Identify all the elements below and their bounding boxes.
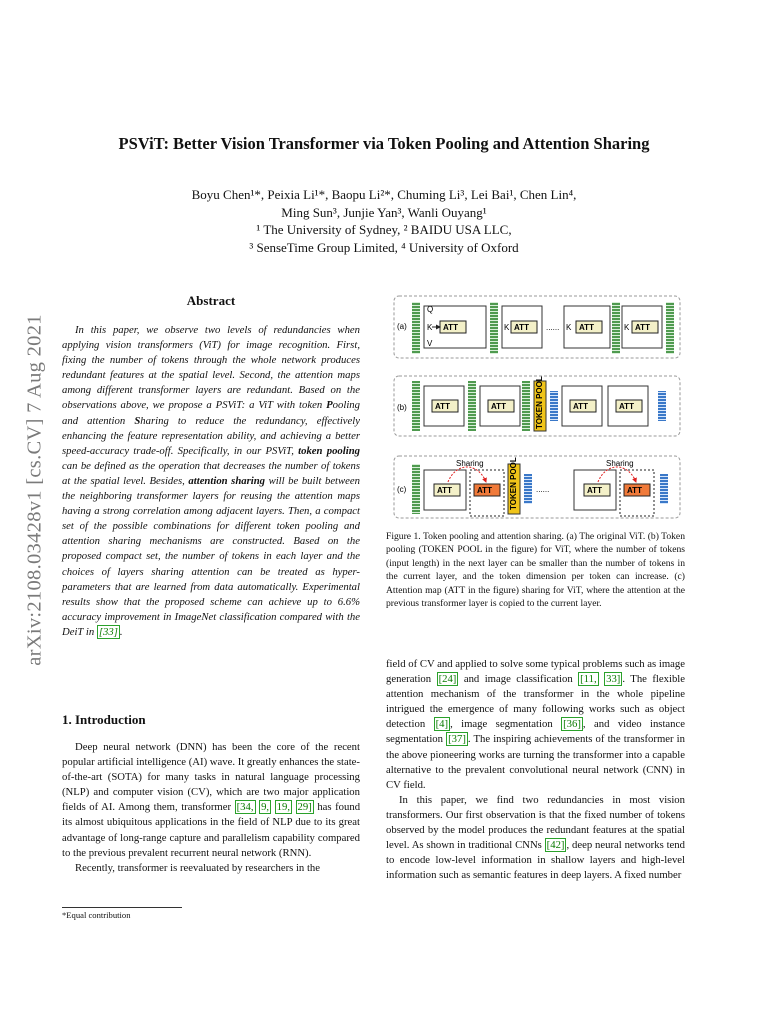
citation-link[interactable]: [34,: [236, 801, 254, 814]
svg-text:......: ......: [536, 485, 550, 494]
att-block: ATT: [619, 402, 634, 411]
att-block: ATT: [437, 486, 452, 495]
pooled-token-stack: [524, 474, 532, 504]
svg-text:TOKEN POOL: TOKEN POOL: [509, 457, 518, 510]
transformer-block: [502, 306, 542, 348]
shared-transformer-block: [620, 470, 654, 516]
transformer-block: [480, 386, 520, 426]
transformer-block: [608, 386, 648, 426]
citation-link[interactable]: [24]: [438, 673, 457, 686]
footnote-rule: [62, 907, 182, 908]
abstract-heading: Abstract: [186, 293, 236, 308]
att-block: ATT: [635, 323, 650, 332]
token-stack: [612, 302, 620, 354]
arxiv-side-identifier: arXiv:2108.03428v1 [cs.CV] 7 Aug 2021: [23, 314, 46, 666]
transformer-block: [622, 306, 662, 348]
footnote: *Equal contribution: [62, 910, 131, 920]
transformer-block: [424, 386, 464, 426]
citation-link[interactable]: [42]: [546, 839, 565, 852]
citation-link[interactable]: 33]: [606, 673, 621, 686]
citation-link[interactable]: [4]: [435, 718, 449, 731]
att-block: ATT: [514, 323, 529, 332]
transformer-block: [424, 470, 466, 510]
svg-text:V: V: [427, 339, 433, 348]
right-column-text: field of CV and applied to solve some typical problems such as image generation [24] and image classification [11, 33] . The flexible attention mechanism of the transformer in the whole pipeline intrigued the emergence of many following works such as object detection [4] , image segmentation [36] , and video instance segmentation [37] . The inspiring achievements of the transformer in the above pioneering works are turning the transformer into a capable alternative to the prevalent convolutional neural network (CNN) in CV field. In this paper, we find two redundancies in most vision transformers. Our first observation is that the fixed number of tokens observed by the model produces the redundant features at the spatial level. As shown in traditional CNNs [42] , deep neural networks tend to encode low-level information in shallow layers and high-level information such as semantic features in deep layers. A fixed number: [386, 658, 685, 882]
pooled-token-stack: [660, 474, 668, 504]
citation-link[interactable]: [11,: [580, 673, 597, 686]
row-label: (a): [397, 322, 407, 331]
citation-link[interactable]: [37]: [448, 733, 466, 746]
abstract-text: In this paper, we observe two levels of redundancies when applying vision transformers (ViT) for image recognition. First, fixing the number of tokens through the whole network produces redundant features at the spatial level. Second, the attention maps among different transformer layers are redundant. Based on the observations above, we propose a PSViT: a ViT with token Pooling and attention Sharing to reduce the redundancy, effectively enhancing the feature representation ability, and achieving a better speed-accuracy trade-off. Specifically, in our PSViT, token pooling can be defined as the operation that decreases the number of tokens at the spatial level. Besides, attention sharing will be built between the neighboring transformer layers for reusing the attention maps having a strong correlation among adjacent layers. Then, a compact set of the possible combinations for different token pooling and attention sharing mechanisms are constructed. Based on the proposed compact set, the number of tokens in each layer and the choices of layers sharing attention can be treated as hyper-parameters that are learned from data automatically. Experimental results show that the proposed scheme can achieve up to 6.6% accuracy improvement in ImageNet classification compared with the DeiT in [33] .: [62, 324, 361, 638]
paper-title: PSViT: Better Vision Transformer via Token Pooling and Attention Sharing: [118, 134, 650, 153]
att-block: ATT: [579, 323, 594, 332]
att-block: ATT: [573, 402, 588, 411]
att-block: ATT: [435, 402, 450, 411]
svg-text:......: ......: [546, 323, 560, 332]
transformer-block: [562, 386, 602, 426]
row-a-original-vit: [394, 296, 680, 358]
svg-text:K: K: [624, 323, 630, 332]
sharing-label: Sharing: [606, 459, 634, 468]
svg-text:TOKEN POOL: TOKEN POOL: [535, 376, 544, 429]
token-stack: [412, 464, 420, 514]
svg-text:Q: Q: [427, 305, 434, 314]
figure-1: [386, 294, 686, 520]
author-line-2: Ming Sun³, Junjie Yan³, Wanli Ouyang¹: [281, 204, 487, 220]
row-c-attention-sharing: [394, 456, 680, 518]
figure-1-caption: Figure 1. Token pooling and attention sharing. (a) The original ViT. (b) Token pooling (TOKEN POOL in the figure) for ViT, where the number of tokens (input length) in the next layer can be smaller than the number of tokens in the current layer, and the token dimension per token can increase. (c) Attention map (ATT in the figure) sharing for ViT, where the attention at the previous transformer layer is copied to the current layer.: [386, 531, 685, 610]
author-block: [120, 186, 648, 256]
affiliation-line-2: ³ SenseTime Group Limited, ⁴ University of Oxford: [249, 239, 519, 255]
affiliation-line-1: ¹ The University of Sydney, ² BAIDU USA LLC,: [256, 222, 512, 237]
pooled-token-stack: [658, 391, 666, 421]
citation-link[interactable]: 19,: [276, 801, 290, 814]
shared-transformer-block: [470, 470, 504, 516]
row-label: (b): [397, 403, 407, 412]
introduction-text: Deep neural network (DNN) has been the core of the recent popular artificial intelligence (AI) wave. It greatly enhances the state-of-the-art (SOTA) for many tasks in natural language processing (NLP) and computer vision (CV), which are two major application fields of AI. Among them, transformer [34, 9, 19, 29] has found its almost ubiquitous applications in the field of NLP due to its great advantage of long-range capture and parallelism capability compared to the previous prevalent recurrent neural network (RNN). Recently, transformer is reevaluated by researchers in the: [62, 741, 361, 874]
pooled-token-stack: [550, 391, 558, 421]
figure-1-diagram: [386, 294, 686, 520]
transformer-block: [564, 306, 610, 348]
token-stack: [522, 381, 530, 431]
token-stack: [468, 381, 476, 431]
citation-link[interactable]: [36]: [563, 718, 581, 731]
section-heading-introduction: 1. Introduction: [62, 712, 146, 727]
sharing-label: Sharing: [456, 459, 484, 468]
att-block: ATT: [443, 323, 458, 332]
transformer-block: [424, 305, 486, 348]
token-stack: [490, 302, 498, 354]
author-line-1: Boyu Chen¹*, Peixia Li¹*, Baopu Li²*, Chuming Li³, Lei Bai¹, Chen Lin⁴,: [191, 187, 577, 202]
row-label: (c): [397, 485, 407, 494]
token-stack: [412, 381, 420, 431]
att-block: ATT: [627, 486, 642, 495]
token-stack: [666, 302, 674, 354]
token-stack: [412, 302, 420, 354]
svg-text:K: K: [504, 323, 510, 332]
svg-text:K: K: [427, 323, 433, 332]
svg-text:K: K: [566, 323, 572, 332]
transformer-block: [574, 470, 616, 510]
citation-link[interactable]: 9,: [261, 801, 270, 814]
citation-link[interactable]: 29]: [297, 801, 312, 814]
row-b-token-pooling: [394, 376, 680, 436]
att-block: ATT: [477, 486, 492, 495]
att-block: ATT: [491, 402, 506, 411]
att-block: ATT: [587, 486, 602, 495]
citation-link[interactable]: [33]: [98, 625, 118, 638]
